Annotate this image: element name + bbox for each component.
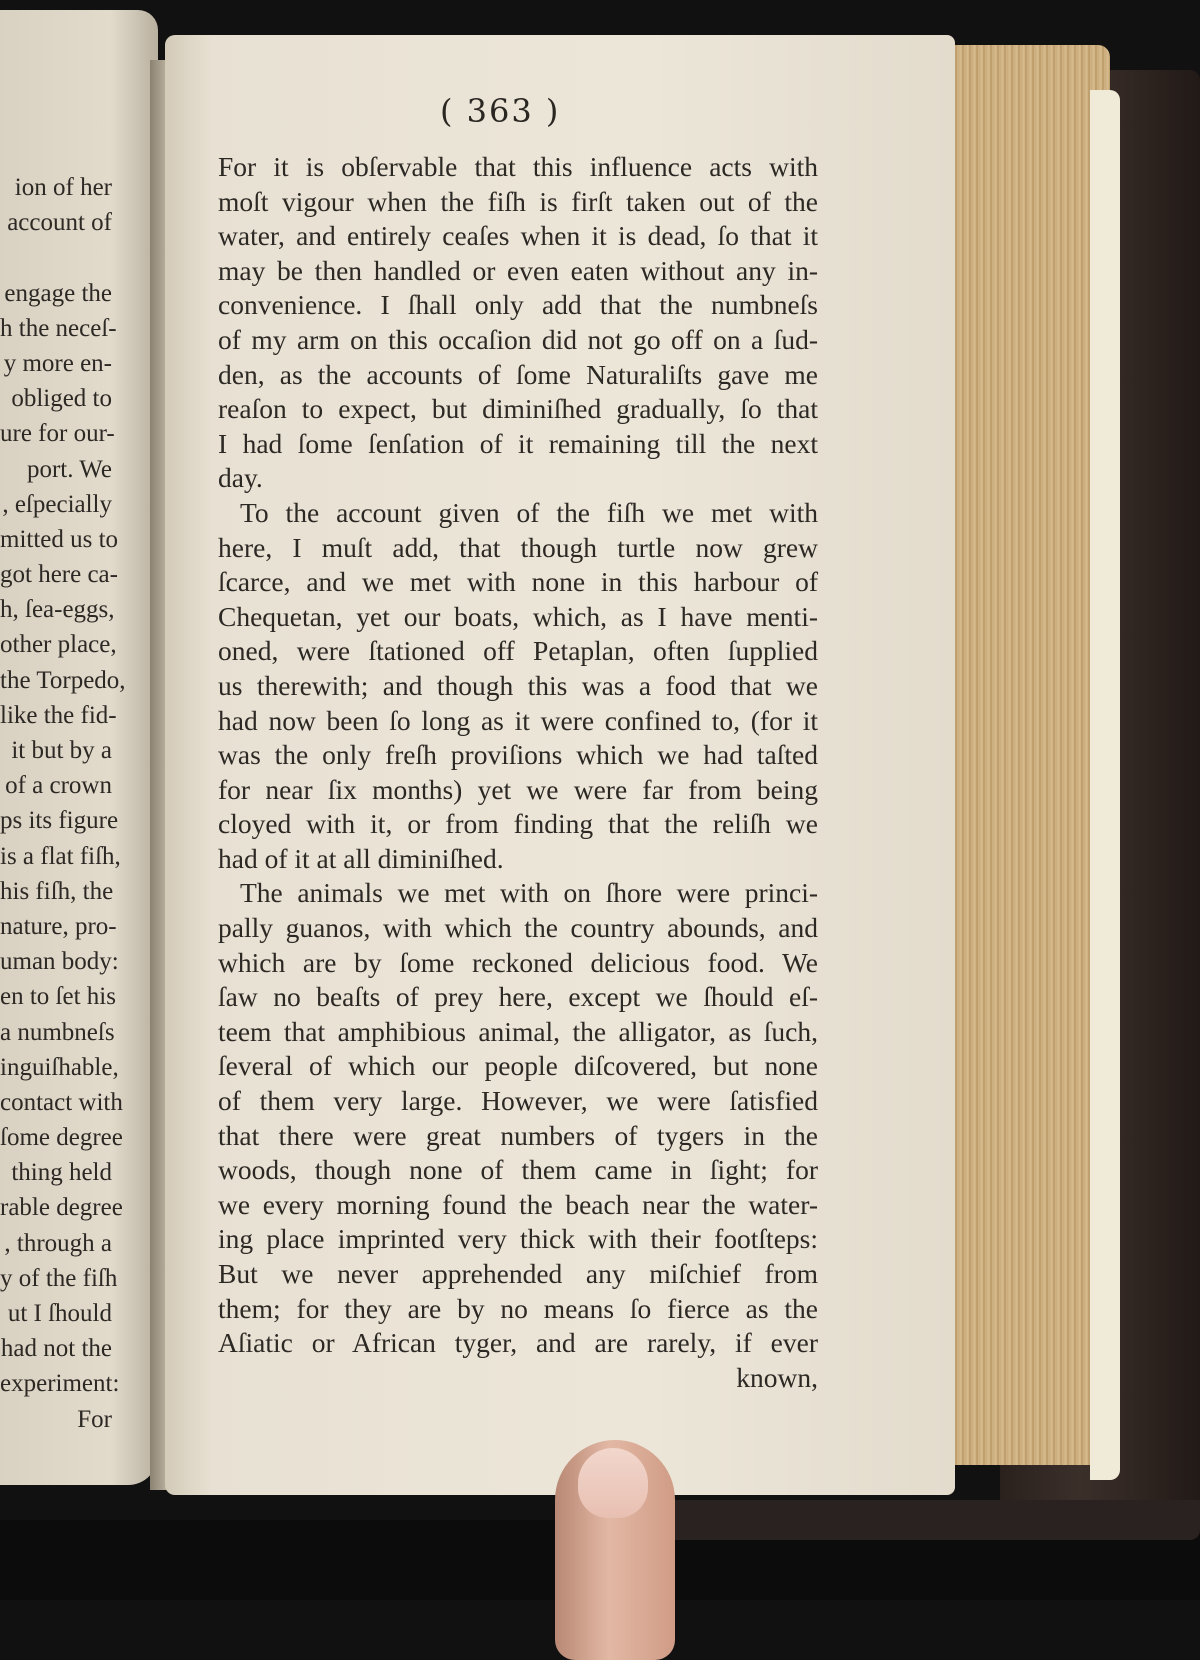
book-cover-edge: [630, 1500, 1200, 1540]
endpaper: [1090, 90, 1120, 1480]
right-page-text: [218, 150, 818, 1395]
left-line: experiment:: [0, 1370, 120, 1398]
left-line: obliged to: [11, 385, 112, 413]
left-line: had not the: [0, 1335, 112, 1363]
left-line: ut I ſhould: [7, 1300, 112, 1327]
text-line: had now been ſo long as it were confined to, (for it: [218, 704, 818, 736]
left-line: ion of her: [14, 174, 112, 201]
text-line: we every morning found the beach near the water-: [218, 1188, 818, 1220]
left-line: rable degree: [0, 1194, 123, 1222]
text-line: den, as the accounts of ſome Naturaliſts gave me: [218, 358, 818, 390]
left-page-text: [0, 170, 126, 1437]
text-line: The animals we met with on ſhore were princi-: [240, 877, 818, 909]
page-edges: [930, 45, 1110, 1465]
left-line: mitted us to: [0, 525, 119, 553]
text-line: teem that amphibious animal, the alligator, as ſuch,: [218, 1015, 818, 1047]
text-line: water, and entirely ceaſes when it is dead, ſo that it: [218, 220, 818, 252]
text-line: ing place imprinted very thick with their footſteps:: [218, 1223, 818, 1255]
text-line: may be then handled or even eaten without any in-: [218, 254, 818, 286]
text-line: For it is obſervable that this influence acts with: [218, 151, 818, 182]
text-line: of them very large. However, we were ſatisfied: [218, 1085, 818, 1117]
left-line: a numbneſs: [0, 1018, 115, 1046]
left-line: nature, pro-: [0, 912, 117, 940]
text-line: had of it at all diminiſhed.: [218, 842, 504, 874]
text-line: us therewith; and though this was a food that we: [218, 669, 818, 701]
text-line: oned, were ſtationed off Petaplan, often ſupplied: [218, 635, 818, 667]
left-line: ps its figure: [0, 807, 119, 835]
catchword: known,: [736, 1361, 818, 1393]
fingernail: [578, 1448, 648, 1518]
left-line: , eſpecially: [2, 490, 112, 518]
left-line: y more en-: [3, 349, 112, 377]
left-line: contact with: [0, 1088, 123, 1116]
left-line: account of: [7, 209, 112, 237]
page-number: ( 363 ): [440, 92, 561, 130]
text-line: convenience. I ſhall only add that the numbneſs: [218, 289, 818, 321]
text-line: ſcarce, and we met with none in this harbour of: [218, 566, 818, 598]
left-line: like the fid-: [0, 701, 117, 729]
text-line: which are by ſome reckoned delicious food. We: [218, 946, 818, 978]
left-line: uman body:: [0, 948, 119, 976]
text-line: But we never apprehended any miſchief from: [218, 1258, 818, 1289]
left-line: it but by a: [11, 737, 112, 764]
text-line: Chequetan, yet our boats, which, as I have menti-: [218, 600, 818, 632]
text-line: them; for they are by no means ſo fierce as the: [218, 1292, 818, 1324]
text-line: for near ſix months) yet we were far from being: [218, 773, 818, 805]
left-line: port. We: [26, 455, 112, 483]
text-line: reaſon to expect, but diminiſhed gradually, ſo that: [218, 393, 818, 425]
left-line: For: [77, 1405, 112, 1433]
text-line: that there were great numbers of tygers in the: [218, 1119, 818, 1151]
text-line: moſt vigour when the fiſh is firſt taken out of the: [218, 185, 818, 217]
text-line: ſeveral of which our people diſcovered, but none: [218, 1050, 818, 1082]
left-line: his fiſh, the: [0, 877, 114, 905]
left-line: inguiſhable,: [0, 1053, 119, 1081]
left-line: h, ſea-eggs,: [0, 596, 115, 624]
text-line: ſaw no beaſts of prey here, except we ſhould eſ-: [218, 981, 818, 1013]
text-line: I had ſome ſenſation of it remaining till the next: [218, 427, 818, 459]
left-line: thing held: [11, 1159, 112, 1187]
left-line: [0, 240, 112, 275]
left-line: , through a: [4, 1229, 112, 1257]
text-line: pally guanos, with which the country abounds, and: [218, 912, 818, 944]
text-line: cloyed with it, or from finding that the reliſh we: [218, 808, 818, 840]
left-line: the Torpedo,: [0, 666, 126, 694]
left-line: other place,: [0, 631, 117, 659]
text-line: Aſiatic or African tyger, and are rarely, if ever: [218, 1327, 818, 1359]
text-line: here, I muſt add, that though turtle now grew: [218, 531, 818, 563]
left-line: y of the fiſh: [0, 1264, 118, 1292]
left-line: ure for our-: [0, 420, 115, 448]
text-line: woods, though none of them came in ſight; for: [218, 1154, 818, 1186]
left-line: h the neceſ-: [0, 314, 117, 342]
left-line: got here ca-: [0, 561, 118, 589]
text-line: To the account given of the fiſh we met with: [240, 496, 818, 528]
text-line: of my arm on this occaſion did not go off on a ſud-: [218, 323, 818, 355]
left-line: engage the: [4, 279, 112, 307]
left-page: [0, 10, 158, 1485]
text-line: was the only freſh proviſions which we had taſted: [218, 739, 818, 771]
left-line: is a flat fiſh,: [0, 842, 121, 870]
text-line: day.: [218, 462, 263, 494]
left-line: of a crown: [5, 772, 112, 800]
left-line: ſome degree: [0, 1124, 123, 1152]
left-line: en to ſet his: [0, 983, 116, 1011]
